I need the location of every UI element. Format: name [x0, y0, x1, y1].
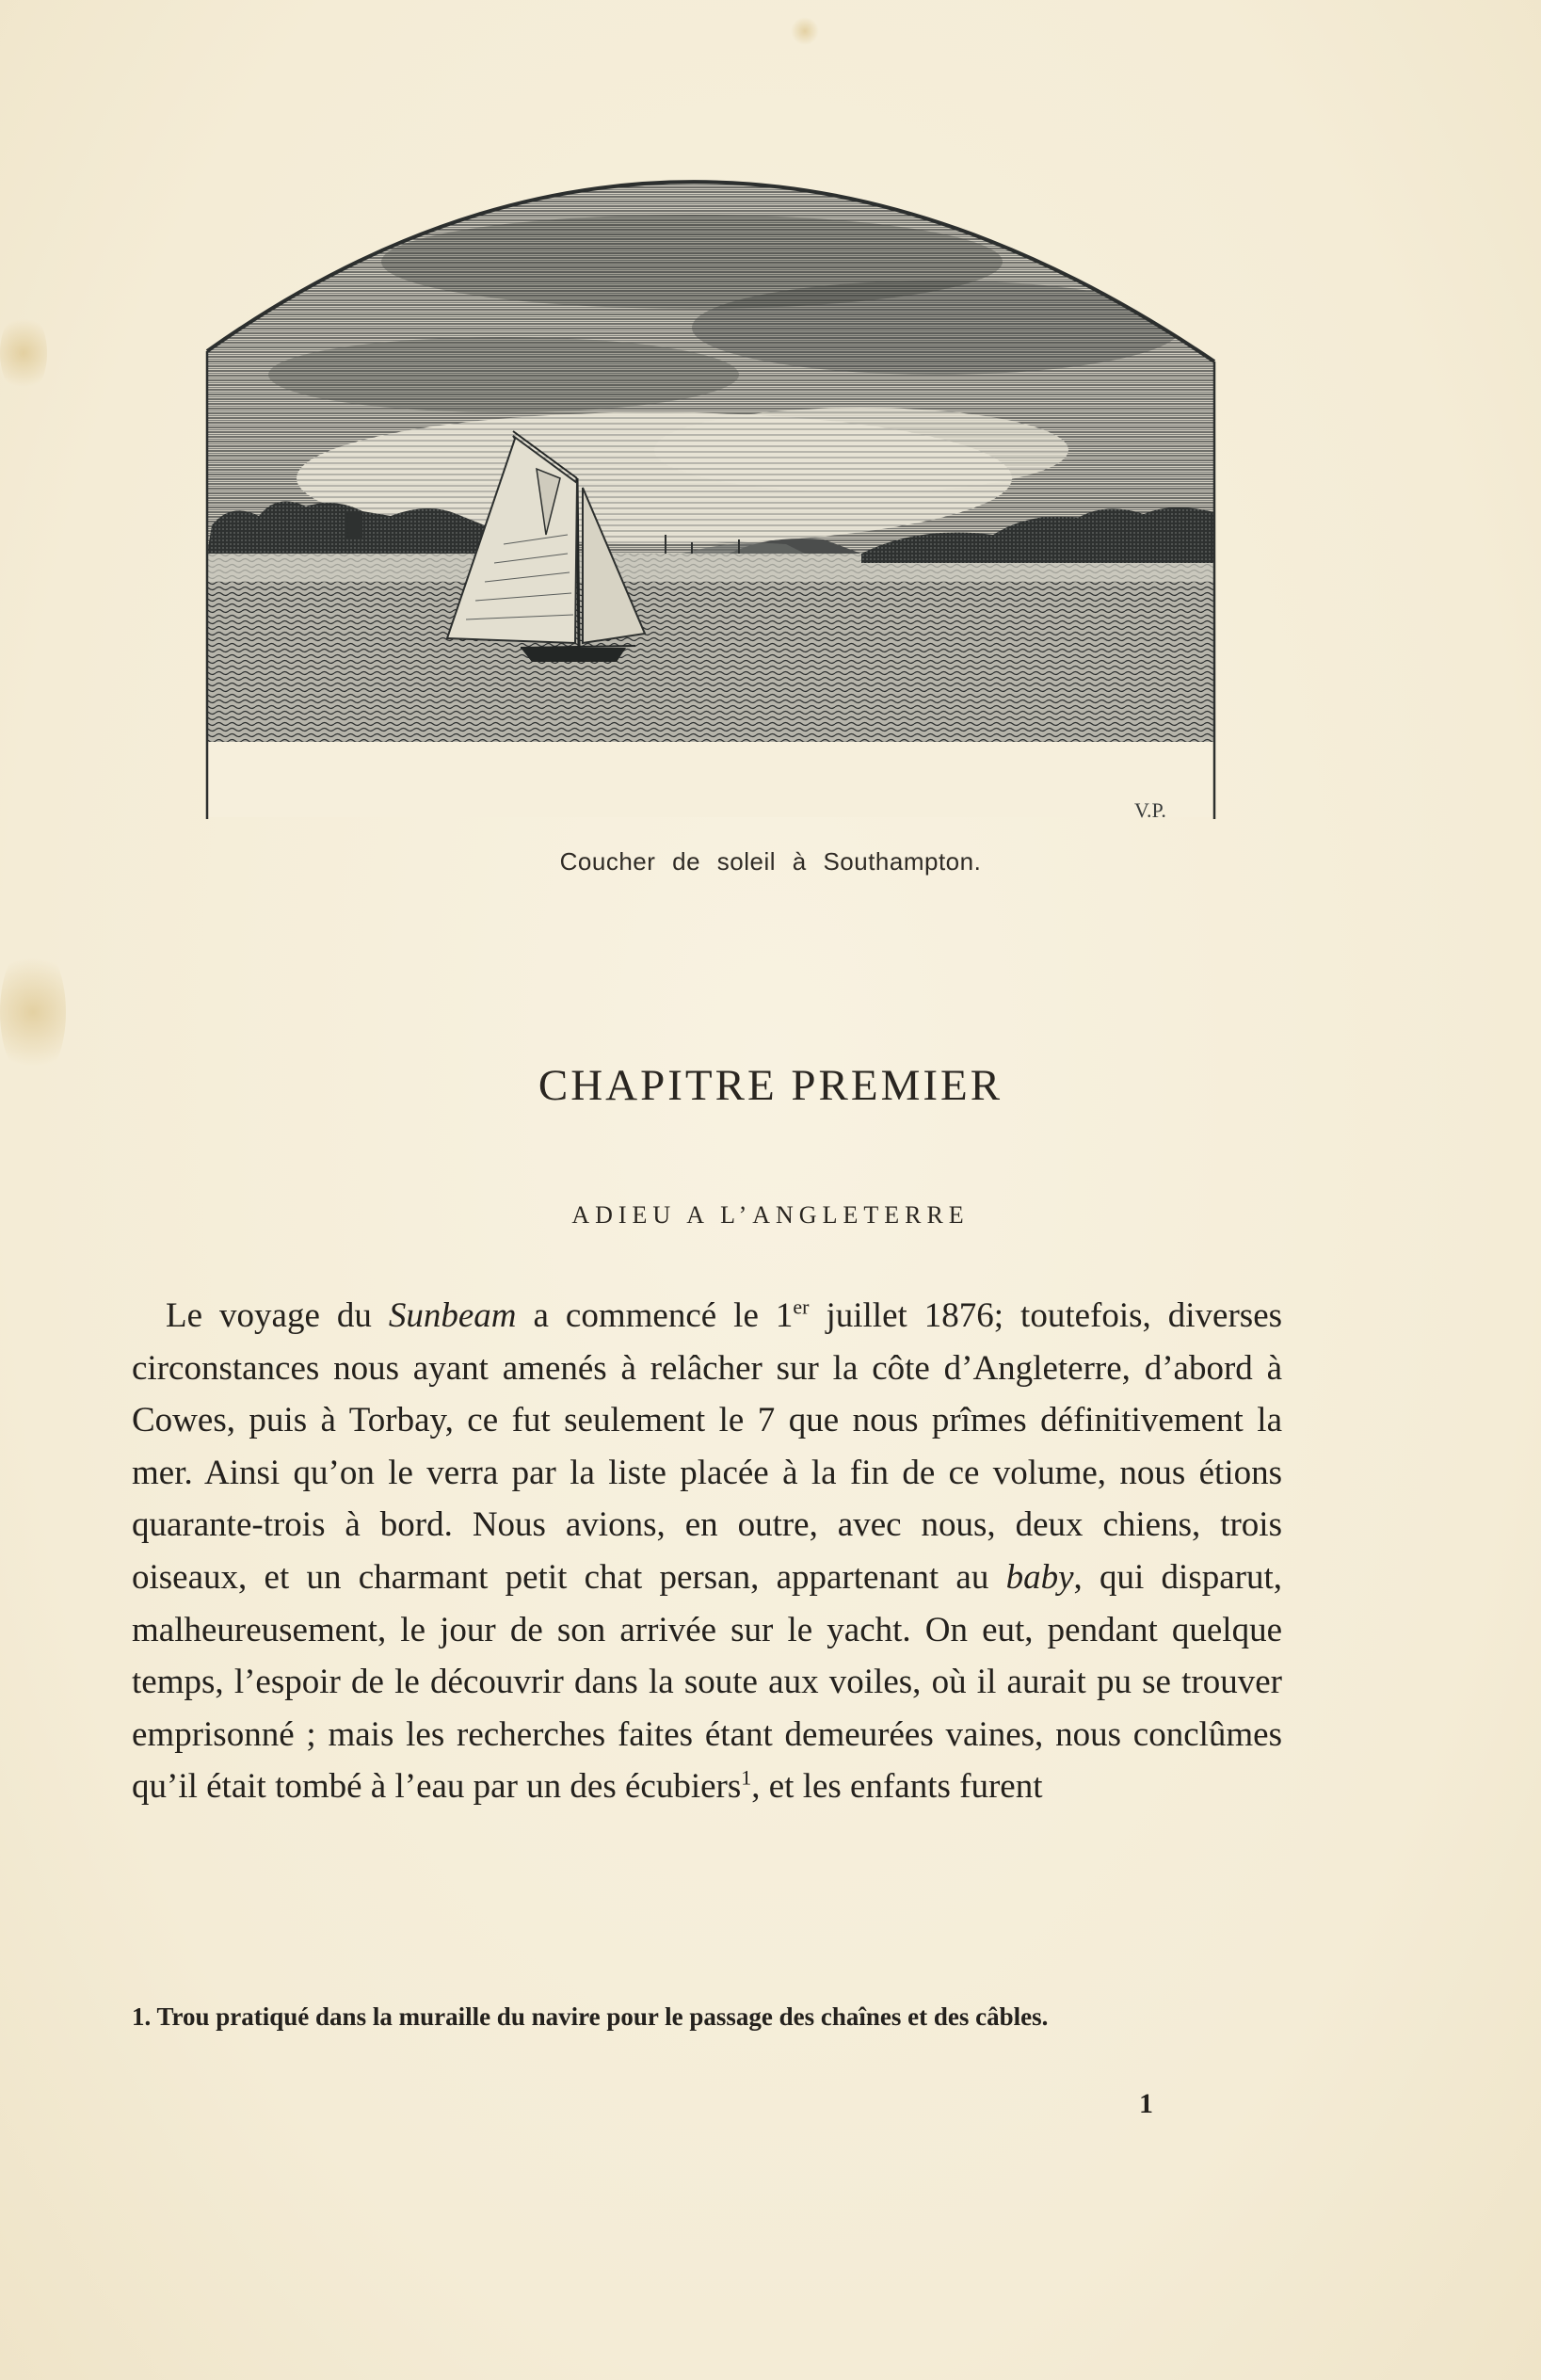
- body-text: Le voyage du: [166, 1296, 389, 1335]
- engraving-illustration: [202, 139, 1219, 822]
- body-text: , et les enfants furent: [751, 1767, 1043, 1807]
- body-text: , qui disparut, malheureusement, le jour de son arrivée sur le yacht. On eut, pendant quelque temps, l’espoir de le découvrir dans la soute aux voiles, où il aurait pu se trouver emprisonné ; mais les recherches faites étant demeurées vaines, nous conclûmes qu’il était tombé à l’eau par un des écubiers: [132, 1557, 1282, 1807]
- illustration-caption: Coucher de soleil à Southampton.: [559, 847, 982, 876]
- page-number: 1: [1139, 2088, 1153, 2119]
- paper-stain: [0, 311, 47, 395]
- baby-word: baby: [1005, 1557, 1074, 1597]
- ordinal-suffix: er: [793, 1295, 810, 1319]
- sunset-engraving: [202, 139, 1219, 822]
- engraver-signature: V.P.: [1134, 798, 1166, 822]
- body-paragraph: [132, 1290, 1282, 1813]
- chapter-subtitle: ADIEU A L’ANGLETERRE: [571, 1201, 970, 1229]
- paper-stain: [791, 17, 819, 45]
- chapter-title: CHAPITRE PREMIER: [538, 1061, 1003, 1110]
- body-text: a commencé le 1: [516, 1296, 794, 1335]
- footnote: 1. Trou pratiqué dans la muraille du navire pour le passage des chaînes et des câbles.: [132, 2002, 1049, 2031]
- body-text: juillet 1876; toutefois, diverses circonstances nous ayant amenés à relâcher sur la côte d’Angleterre, d’abord à Cowes, puis à Torbay, ce fut seulement le 7 que nous prîmes définitivement la mer. Ainsi qu’on le verra par la liste placée à la fin de ce volume, nous étions quarante-trois à bord. Nous avions, en outre, avec nous, deux chiens, trois oiseaux, et un charmant petit chat persan, appartenant au: [132, 1296, 1283, 1597]
- ship-name: Sunbeam: [388, 1296, 517, 1335]
- footnote-reference: 1: [741, 1766, 752, 1791]
